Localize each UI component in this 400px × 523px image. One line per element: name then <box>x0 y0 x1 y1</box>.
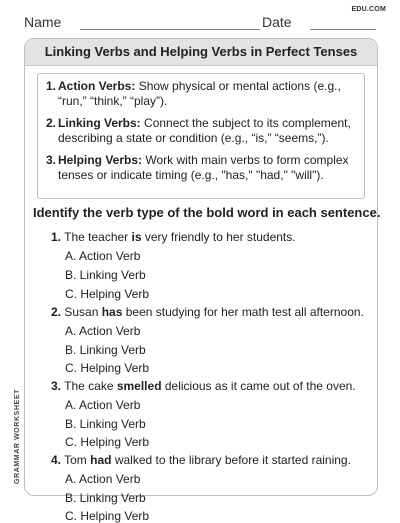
question-number: 4. <box>51 453 62 467</box>
question-number: 3. <box>51 379 62 393</box>
name-line <box>80 29 260 30</box>
option-b[interactable]: B. Linking Verb <box>65 268 146 282</box>
option-a[interactable]: A. Action Verb <box>65 398 141 412</box>
date-label: Date <box>262 14 292 30</box>
question-bold-word: has <box>101 305 123 319</box>
definition-item <box>46 116 356 146</box>
question-1 <box>51 230 296 244</box>
option-a[interactable]: A. Action Verb <box>65 249 141 263</box>
question-bold-word: had <box>90 453 112 467</box>
question-number: 2. <box>51 305 62 319</box>
definition-number: 2. <box>46 116 57 130</box>
name-date-row <box>24 14 376 32</box>
definition-text: Connect the subject to its complement, describing a state or condition (e.g., “is,” “seems,”). <box>58 116 351 145</box>
definition-number: 3. <box>46 153 57 167</box>
question-text-after: been studying for her math test all afternoon. <box>122 305 364 319</box>
definition-text: Work with main verbs to form complex tenses or indicate timing (e.g., "has," "had," "will"). <box>58 153 349 182</box>
option-a[interactable]: A. Action Verb <box>65 472 141 486</box>
definition-number: 1. <box>46 79 57 93</box>
option-c[interactable]: C. Helping Verb <box>65 287 150 301</box>
question-2 <box>51 305 364 319</box>
definition-item <box>46 79 356 109</box>
question-4 <box>51 453 351 467</box>
question-text-before: Susan <box>61 305 102 319</box>
question-text-after: delicious as it came out of the oven. <box>161 379 356 393</box>
definitions-box <box>37 73 365 199</box>
question-text-after: walked to the library before it started raining. <box>111 453 351 467</box>
question-3 <box>51 379 356 393</box>
worksheet-frame <box>24 38 381 523</box>
question-bold-word: is <box>131 230 142 244</box>
brand-logo: EDU.COM <box>351 6 386 13</box>
date-line <box>310 29 376 30</box>
definition-term: Helping Verbs: <box>58 153 143 167</box>
name-label: Name <box>24 14 62 30</box>
instruction-text: Identify the verb type of the bold word in each sentence. <box>33 205 381 220</box>
option-c[interactable]: C. Helping Verb <box>65 509 150 523</box>
definition-item <box>46 153 356 183</box>
option-b[interactable]: B. Linking Verb <box>65 417 146 431</box>
question-text-before: The cake <box>61 379 117 393</box>
option-c[interactable]: C. Helping Verb <box>65 435 150 449</box>
question-bold-word: smelled <box>116 379 162 393</box>
option-c[interactable]: C. Helping Verb <box>65 361 150 375</box>
option-a[interactable]: A. Action Verb <box>65 324 141 338</box>
question-text-before: The teacher <box>61 230 132 244</box>
question-text-before: Tom <box>61 453 91 467</box>
question-text-after: very friendly to her students. <box>141 230 296 244</box>
worksheet-title: Linking Verbs and Helping Verbs in Perfect Tenses <box>25 39 377 66</box>
option-b[interactable]: B. Linking Verb <box>65 491 146 505</box>
definition-text: Show physical or mental actions (e.g., “run,” “think,” “play”). <box>58 79 341 108</box>
option-b[interactable]: B. Linking Verb <box>65 343 146 357</box>
definition-term: Action Verbs: <box>58 79 136 93</box>
definition-term: Linking Verbs: <box>58 116 141 130</box>
question-number: 1. <box>51 230 62 244</box>
side-label: GRAMMAR WORKSHEET <box>14 389 21 484</box>
